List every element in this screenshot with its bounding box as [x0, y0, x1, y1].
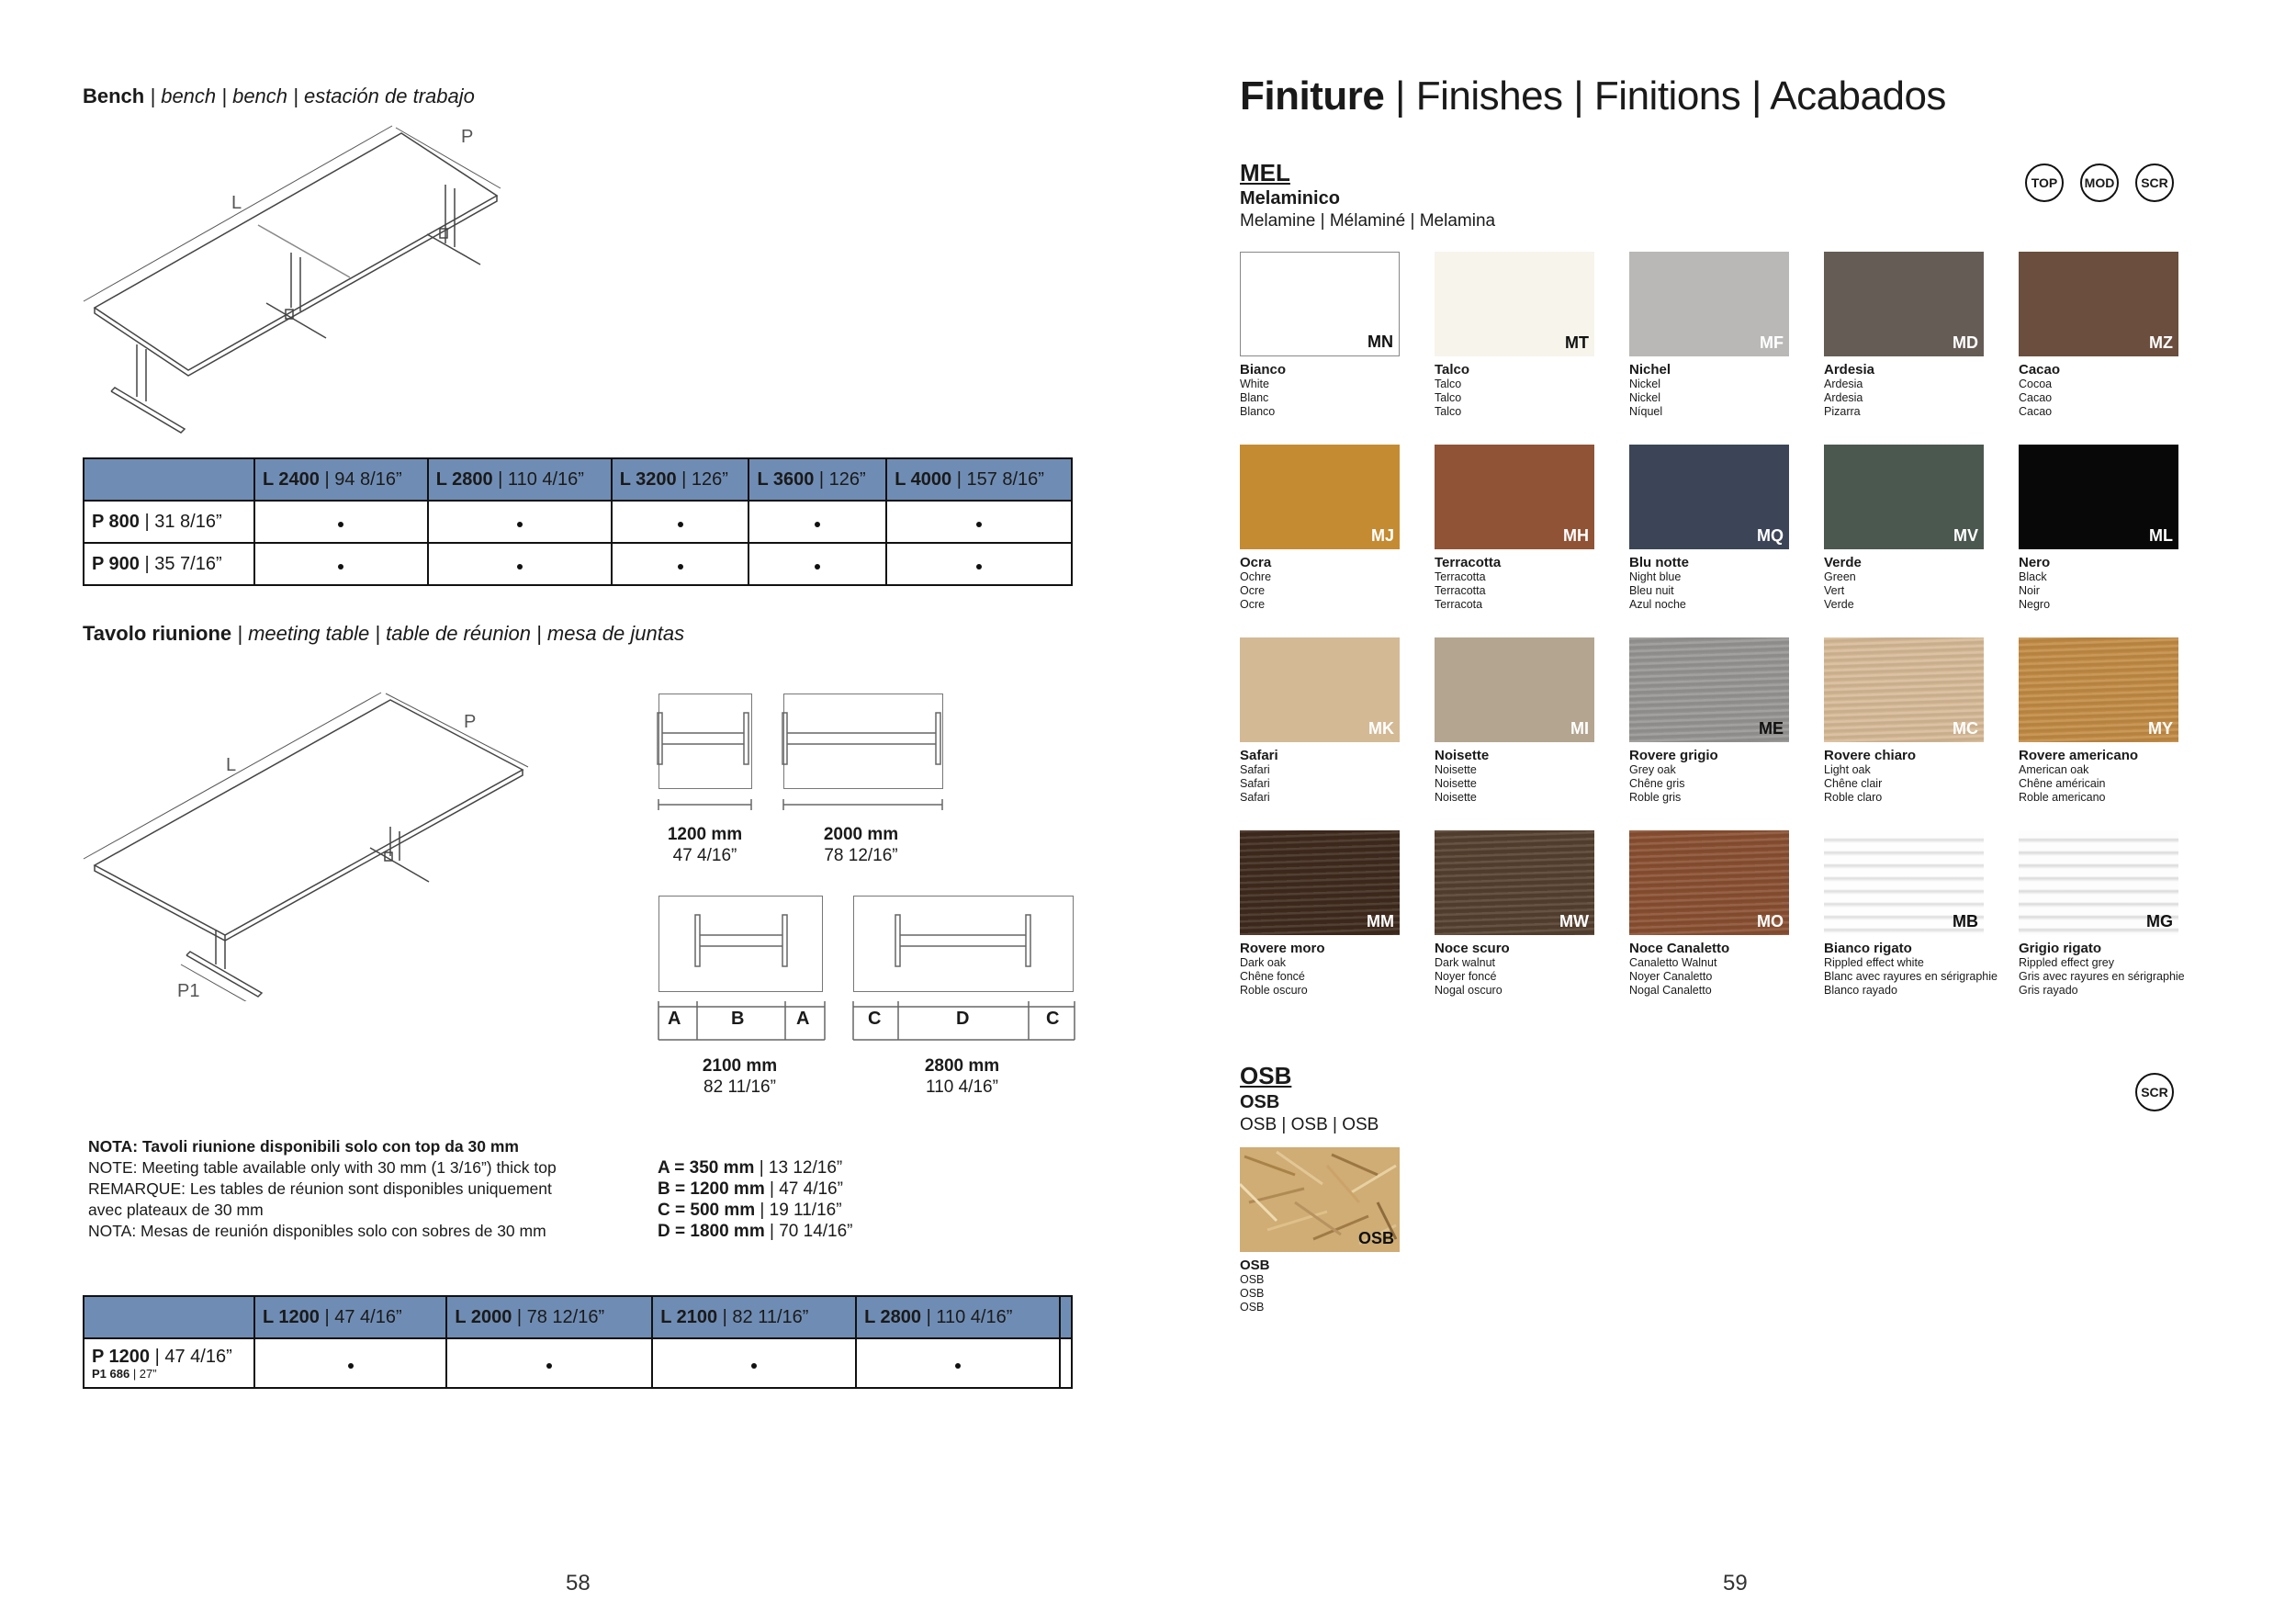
- finish-swatch-mi: [1435, 637, 1594, 742]
- finish-name: Noisette: [1435, 748, 1490, 763]
- finish-code: MW: [1559, 912, 1589, 930]
- finish-swatch-mb: [1824, 830, 1984, 935]
- dimension-legend: A = 350 mm | 13 12/16” B = 1200 mm | 47 4/16” C = 500 mm | 19 11/16” D = 1800 mm | 70 14/16”: [658, 1158, 853, 1241]
- finish-swatch-mh: [1435, 445, 1594, 549]
- finish-translation: Roble claro: [1824, 791, 1883, 804]
- table-corner: [84, 1296, 254, 1338]
- finish-translation: Terracotta: [1435, 570, 1486, 583]
- finish-translation: Night blue: [1629, 570, 1682, 583]
- finish-swatch-osb: [1240, 1147, 1400, 1252]
- meeting-spec-table: [83, 1295, 1073, 1389]
- finish-translation: Níquel: [1629, 405, 1663, 418]
- finish-translation: Ocre: [1240, 584, 1266, 597]
- finish-name: Nichel: [1629, 362, 1671, 378]
- finish-label-md: [1824, 362, 1998, 419]
- badge-scr: SCR: [2135, 1073, 2174, 1111]
- finish-translation: Roble americano: [2019, 791, 2106, 804]
- finish-translation: Green: [1824, 570, 1856, 583]
- osb-code: OSB: [1240, 1062, 1292, 1089]
- availability-dot: [886, 501, 1072, 543]
- finish-translation: Gris rayado: [2019, 984, 2078, 997]
- finish-swatch-mc: [1824, 637, 1984, 742]
- meeting-dim-p: P: [464, 712, 477, 732]
- finish-name: Nero: [2019, 555, 2051, 570]
- finish-label-mw: [1435, 941, 1609, 998]
- finish-label-ml: [2019, 555, 2193, 612]
- finish-label-me: [1629, 748, 1804, 805]
- finish-code: ME: [1759, 719, 1784, 738]
- finish-code: MI: [1570, 719, 1589, 738]
- finish-label-mg: [2019, 941, 2193, 998]
- finish-name: Terracotta: [1435, 555, 1502, 570]
- finish-translation: Chêne gris: [1629, 777, 1685, 790]
- col-header: L 2000 | 78 12/16”: [446, 1296, 652, 1338]
- bench-dim-p: P: [461, 127, 474, 147]
- finish-translation: Terracota: [1435, 598, 1483, 611]
- finish-translation: Nogal oscuro: [1435, 984, 1503, 997]
- finish-translation: Noyer Canaletto: [1629, 970, 1713, 983]
- finish-translation: Dark oak: [1240, 956, 1287, 969]
- finish-label-mn: [1240, 362, 1414, 419]
- finish-label-mq: [1629, 555, 1804, 612]
- osb-langs: OSB | OSB | OSB: [1240, 1115, 1379, 1134]
- finish-translation: Nogal Canaletto: [1629, 984, 1712, 997]
- finish-swatch-mt: [1435, 252, 1594, 356]
- osb-name: OSB: [1240, 1092, 1280, 1112]
- finish-code: MT: [1565, 333, 1589, 352]
- availability-dot: [652, 1338, 856, 1388]
- finish-name: Rovere americano: [2019, 748, 2139, 763]
- finish-translation: Bleu nuit: [1629, 584, 1674, 597]
- finish-label-mh: [1435, 555, 1609, 612]
- finish-code: MB: [1953, 912, 1978, 930]
- meeting-title: Tavolo riunione | meeting table | table de réunion | mesa de juntas: [83, 622, 685, 645]
- availability-dot: [254, 1338, 446, 1388]
- finish-translation: Dark walnut: [1435, 956, 1495, 969]
- finish-label-my: [2019, 748, 2193, 805]
- finish-code: MK: [1368, 719, 1394, 738]
- finish-translation: Noisette: [1435, 763, 1477, 776]
- finish-code: MH: [1563, 526, 1589, 545]
- availability-dot: [886, 543, 1072, 585]
- finish-code: MV: [1953, 526, 1978, 545]
- availability-dot: [612, 501, 749, 543]
- col-header: L 2800 | 110 4/16”: [428, 458, 612, 501]
- finish-translation: Cacao: [2019, 405, 2053, 418]
- col-header: L 3600 | 126”: [748, 458, 886, 501]
- finish-translation: Chêne foncé: [1240, 970, 1305, 983]
- finish-name: Blu notte: [1629, 555, 1689, 570]
- dim-label-b: B: [731, 1009, 745, 1029]
- finish-label-mm: [1240, 941, 1414, 998]
- finish-label-mz: [2019, 362, 2193, 419]
- finish-translation: Blanc avec rayures en sérigraphie: [1824, 970, 1998, 983]
- finish-translation: Pizarra: [1824, 405, 1861, 418]
- finish-translation: Terracotta: [1435, 584, 1486, 597]
- finish-swatch-my: [2019, 637, 2178, 742]
- finish-translation: Safari: [1240, 791, 1270, 804]
- finish-name: Noce Canaletto: [1629, 941, 1730, 956]
- finish-name: Ocra: [1240, 555, 1272, 570]
- availability-dot: [748, 501, 886, 543]
- finish-translation: Talco: [1435, 378, 1462, 390]
- finish-translation: Cocoa: [2019, 378, 2053, 390]
- dim-label-c: C: [1046, 1009, 1060, 1029]
- finish-label-mt: [1435, 362, 1609, 419]
- finish-translation: Blanc: [1240, 391, 1269, 404]
- finish-name: Talco: [1435, 362, 1470, 378]
- availability-dot: [254, 543, 428, 585]
- empty-cell: [1060, 1338, 1072, 1388]
- finish-name: Grigio rigato: [2019, 941, 2101, 956]
- finish-swatch-me: [1629, 637, 1789, 742]
- meeting-note: NOTA: Tavoli riunione disponibili solo con top da 30 mm NOTE: Meeting table available only with 30 mm (1 3/16”) thick top REMARQUE: Les tables de réunion sont disponibles uniquement avec plateaux de 30 mm NOTA: Mesas de reunión disponibles solo con sobres de 30 mm: [88, 1137, 557, 1240]
- finish-code: MN: [1367, 333, 1393, 351]
- col-header: L 2400 | 94 8/16”: [254, 458, 428, 501]
- finish-name: Cacao: [2019, 362, 2061, 378]
- finish-translation: Vert: [1824, 584, 1845, 597]
- finish-translation: Rippled effect grey: [2019, 956, 2114, 969]
- availability-dot: [254, 501, 428, 543]
- row-header: P 900 | 35 7/16”: [84, 543, 254, 585]
- finish-translation: Roble oscuro: [1240, 984, 1308, 997]
- col-header: L 2800 | 110 4/16”: [856, 1296, 1060, 1338]
- finish-translation: Chêne américain: [2019, 777, 2106, 790]
- finish-label-mo: [1629, 941, 1804, 998]
- availability-dot: [748, 543, 886, 585]
- finish-label-mj: [1240, 555, 1414, 612]
- bench-spec-table: [83, 457, 1073, 586]
- finish-translation: Gris avec rayures en sérigraphie: [2019, 970, 2185, 983]
- finish-translation: Blanco rayado: [1824, 984, 1897, 997]
- dim-label-c: C: [868, 1009, 882, 1029]
- finish-name: Ardesia: [1824, 362, 1875, 378]
- finish-swatch-mg: [2019, 830, 2178, 935]
- finish-name: Bianco rigato: [1824, 941, 1912, 956]
- row-header: P 1200 | 47 4/16” P1 686 | 27”: [84, 1338, 254, 1388]
- finish-translation: Blanco: [1240, 405, 1276, 418]
- badge-scr: SCR: [2135, 164, 2174, 202]
- finish-code: MC: [1953, 719, 1978, 738]
- finish-code: MM: [1367, 912, 1394, 930]
- dim-label-a: A: [796, 1009, 810, 1029]
- plan-1200-frame: [654, 689, 760, 818]
- finish-label-mk: [1240, 748, 1414, 805]
- col-header: L 3200 | 126”: [612, 458, 749, 501]
- finish-code: OSB: [1357, 1229, 1394, 1247]
- col-header: [1060, 1296, 1072, 1338]
- bench-dim-l: L: [231, 193, 242, 213]
- dim-1200: 1200 mm 47 4/16”: [667, 825, 743, 865]
- finish-translation: Ardesia: [1824, 391, 1863, 404]
- dim-2100: 2100 mm 82 11/16”: [702, 1056, 778, 1097]
- finish-name: Rovere chiaro: [1824, 748, 1917, 763]
- finish-swatch-mv: [1824, 445, 1984, 549]
- finish-swatch-mk: [1240, 637, 1400, 742]
- mel-name: Melaminico: [1240, 188, 1340, 209]
- finish-swatch-mq: [1629, 445, 1789, 549]
- finish-swatch-mn: [1240, 252, 1400, 356]
- dim-label-d: D: [956, 1009, 970, 1029]
- table-row: [84, 501, 1072, 543]
- finish-translation: Verde: [1824, 598, 1854, 611]
- finish-translation: Light oak: [1824, 763, 1871, 776]
- dim-2800: 2800 mm 110 4/16”: [924, 1056, 1000, 1097]
- finish-translation: Noir: [2019, 584, 2040, 597]
- finish-translation: Roble gris: [1629, 791, 1682, 804]
- finish-translation: Safari: [1240, 763, 1270, 776]
- finish-translation: Negro: [2019, 598, 2051, 611]
- bench-drawing: [78, 115, 519, 445]
- mel-code: MEL: [1240, 159, 1290, 186]
- col-header: L 2100 | 82 11/16”: [652, 1296, 856, 1338]
- finish-swatch-mj: [1240, 445, 1400, 549]
- finish-translation: Ochre: [1240, 570, 1272, 583]
- finish-translation: Ocre: [1240, 598, 1266, 611]
- finish-label-osb: OSB OSB OSB OSB: [1240, 1257, 1270, 1314]
- finish-label-mc: [1824, 748, 1998, 805]
- dim-2000: 2000 mm 78 12/16”: [823, 825, 899, 865]
- finish-translation: Talco: [1435, 391, 1462, 404]
- finish-translation: Nickel: [1629, 378, 1661, 390]
- page-title: Finiture | Finishes | Finitions | Acabados: [1240, 73, 1946, 118]
- finish-code: ML: [2149, 526, 2173, 545]
- finish-translation: Safari: [1240, 777, 1270, 790]
- finish-translation: Noyer foncé: [1435, 970, 1497, 983]
- meeting-table-drawing: [78, 689, 556, 1001]
- col-header: L 4000 | 157 8/16”: [886, 458, 1072, 501]
- badge-mod: MOD: [2080, 164, 2119, 202]
- badge-top: TOP: [2025, 164, 2064, 202]
- finish-label-mb: [1824, 941, 1998, 998]
- meeting-dim-l: L: [226, 755, 237, 775]
- page-number-right: 59: [1723, 1571, 1748, 1596]
- availability-dot: [612, 543, 749, 585]
- finish-code: MF: [1760, 333, 1784, 352]
- finish-code: MJ: [1370, 526, 1394, 545]
- table-corner: [84, 458, 254, 501]
- meeting-dim-p1: P1: [177, 981, 200, 1001]
- dim-label-a: A: [668, 1009, 681, 1029]
- col-header: L 1200 | 47 4/16”: [254, 1296, 446, 1338]
- row-header: P 800 | 31 8/16”: [84, 501, 254, 543]
- finish-swatch-mf: [1629, 252, 1789, 356]
- mel-langs: Melamine | Mélaminé | Melamina: [1240, 211, 1496, 231]
- availability-dot: [428, 501, 612, 543]
- finish-swatch-md: [1824, 252, 1984, 356]
- finish-translation: Grey oak: [1629, 763, 1676, 776]
- finish-swatch-mw: [1435, 830, 1594, 935]
- finish-translation: Rippled effect white: [1824, 956, 1924, 969]
- finish-label-mf: [1629, 362, 1804, 419]
- table-row: [84, 543, 1072, 585]
- finish-name: Rovere moro: [1240, 941, 1325, 956]
- availability-dot: [428, 543, 612, 585]
- finish-swatch-mo: [1629, 830, 1789, 935]
- finish-code: MY: [2148, 719, 2173, 738]
- finish-code: MO: [1757, 912, 1784, 930]
- finish-name: Verde: [1824, 555, 1862, 570]
- availability-dot: [856, 1338, 1060, 1388]
- finish-code: MD: [1953, 333, 1978, 352]
- finish-translation: Noisette: [1435, 791, 1477, 804]
- finish-translation: Talco: [1435, 405, 1462, 418]
- finish-translation: Noisette: [1435, 777, 1477, 790]
- finish-code: MG: [2146, 912, 2173, 930]
- finish-name: Bianco: [1240, 362, 1287, 378]
- finish-translation: Azul noche: [1629, 598, 1686, 611]
- finish-translation: American oak: [2019, 763, 2089, 776]
- finish-swatch-mz: [2019, 252, 2178, 356]
- finish-translation: Chêne clair: [1824, 777, 1883, 790]
- finish-translation: White: [1240, 378, 1269, 390]
- finish-label-mi: [1435, 748, 1609, 805]
- plan-2000-frame: [779, 689, 949, 818]
- finish-translation: Nickel: [1629, 391, 1661, 404]
- page-number-left: 58: [566, 1571, 591, 1596]
- finish-translation: Black: [2019, 570, 2047, 583]
- availability-dot: [446, 1338, 652, 1388]
- table-row: [84, 1338, 1072, 1388]
- finish-name: Safari: [1240, 748, 1278, 763]
- finish-name: Rovere grigio: [1629, 748, 1718, 763]
- finish-translation: Ardesia: [1824, 378, 1863, 390]
- finish-translation: Canaletto Walnut: [1629, 956, 1717, 969]
- finish-code: MZ: [2149, 333, 2173, 352]
- finish-name: Noce scuro: [1435, 941, 1510, 956]
- bench-title: Bench | bench | bench | estación de trabajo: [83, 85, 475, 107]
- finish-swatch-ml: [2019, 445, 2178, 549]
- finish-label-mv: [1824, 555, 1998, 612]
- finish-swatch-mm: [1240, 830, 1400, 935]
- finish-code: MQ: [1757, 526, 1784, 545]
- finish-translation: Cacao: [2019, 391, 2053, 404]
